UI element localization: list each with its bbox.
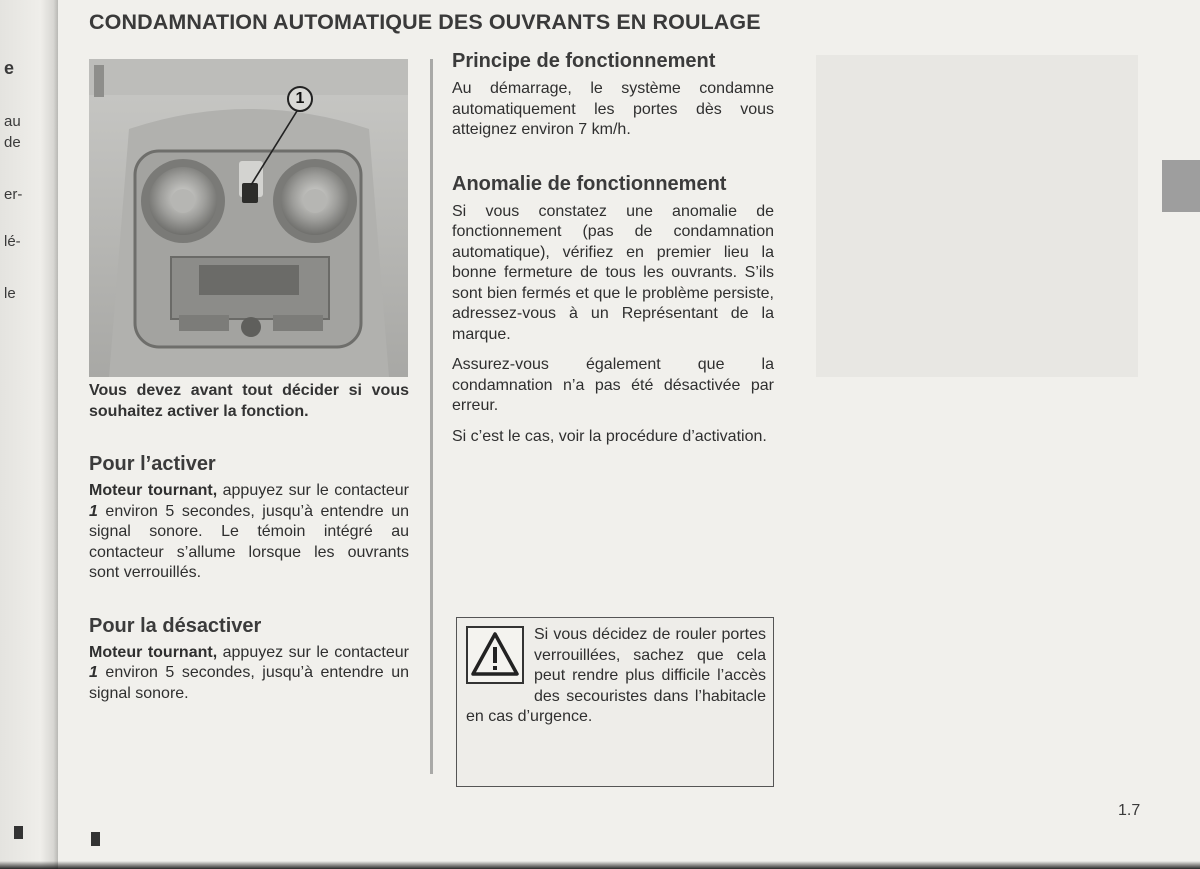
facing-page-gutter xyxy=(0,0,58,869)
body-span: appuyez sur le contacteur xyxy=(217,482,409,499)
section-heading-activate: Pour l’activer xyxy=(89,453,216,475)
gutter-fragment: le xyxy=(4,285,16,302)
left-column xyxy=(89,380,409,704)
bleed-through-panel xyxy=(816,55,1138,377)
body-span: appuyez sur le contacteur xyxy=(217,643,409,661)
section-heading-principle: Principe de fonctionnement xyxy=(452,50,716,72)
gutter-fragment: au xyxy=(4,113,21,130)
figure-caption: Vous devez avant tout décider si vous souhaitez activer la fonction. xyxy=(89,382,409,420)
bottom-shadow xyxy=(0,861,1200,869)
column-rule xyxy=(430,59,433,774)
gutter-page-marker xyxy=(14,826,23,839)
page-title: CONDAMNATION AUTOMATIQUE DES OUVRANTS EN ROULAGE xyxy=(89,10,761,34)
anomaly-paragraph: Assurez-vous également que la condamnation n’a pas été désactivée par erreur. xyxy=(452,356,774,414)
anomaly-paragraph: Si c’est le cas, voir la procédure d’activation. xyxy=(452,427,767,445)
body-span: environ 5 secondes, jusqu’à entendre un signal sonore. xyxy=(89,664,409,702)
lead-bold: Moteur tournant, xyxy=(89,482,218,499)
callout-label: 1 xyxy=(287,86,313,112)
activate-paragraph xyxy=(89,481,409,584)
chapter-thumb-tab xyxy=(1162,160,1200,212)
page-number: 1.7 xyxy=(1118,802,1141,819)
warning-box xyxy=(456,617,774,787)
gutter-fragment: e xyxy=(4,58,15,78)
gutter-fragment: er- xyxy=(4,186,23,203)
deactivate-paragraph xyxy=(89,643,409,705)
gutter-fragment: lé- xyxy=(4,233,21,250)
section-heading-anomaly: Anomalie de fonctionnement xyxy=(452,172,727,195)
gutter-fragment: de xyxy=(4,134,21,151)
control-reference: 1 xyxy=(89,502,98,520)
right-column xyxy=(452,50,774,447)
dashboard-illustration xyxy=(89,59,408,377)
body-span: environ 5 secondes, jusqu’à entendre un signal sonore. Le témoin intégré au contacteur s’allume lorsque les ouvrants sont verrouillés. xyxy=(89,502,409,581)
principle-paragraph: Au démarrage, le système condamne automatiquement les portes dès vous atteignez environ 7 km/h. xyxy=(452,80,774,138)
dashboard-photo xyxy=(89,59,408,377)
anomaly-paragraph: Si vous constatez une anomalie de fonctionnement (pas de condamnation automatique), vérifiez en premier lieu la bonne fermeture de tous les ouvrants. S’ils sont bien fermés et que le problème persiste, adressez-vous à un Représentant de la marque. xyxy=(452,202,774,343)
section-heading-deactivate: Pour la désactiver xyxy=(89,614,262,637)
control-reference: 1 xyxy=(89,664,98,681)
lead-bold: Moteur tournant, xyxy=(89,643,218,661)
page-marker xyxy=(91,832,100,846)
warning-text-block xyxy=(466,625,766,728)
warning-text: Si vous décidez de rouler portes verrouillées, sachez que cela peut rendre plus difficile l’accès des secouristes dans l’habitacle en cas d’urgence. xyxy=(466,626,766,725)
